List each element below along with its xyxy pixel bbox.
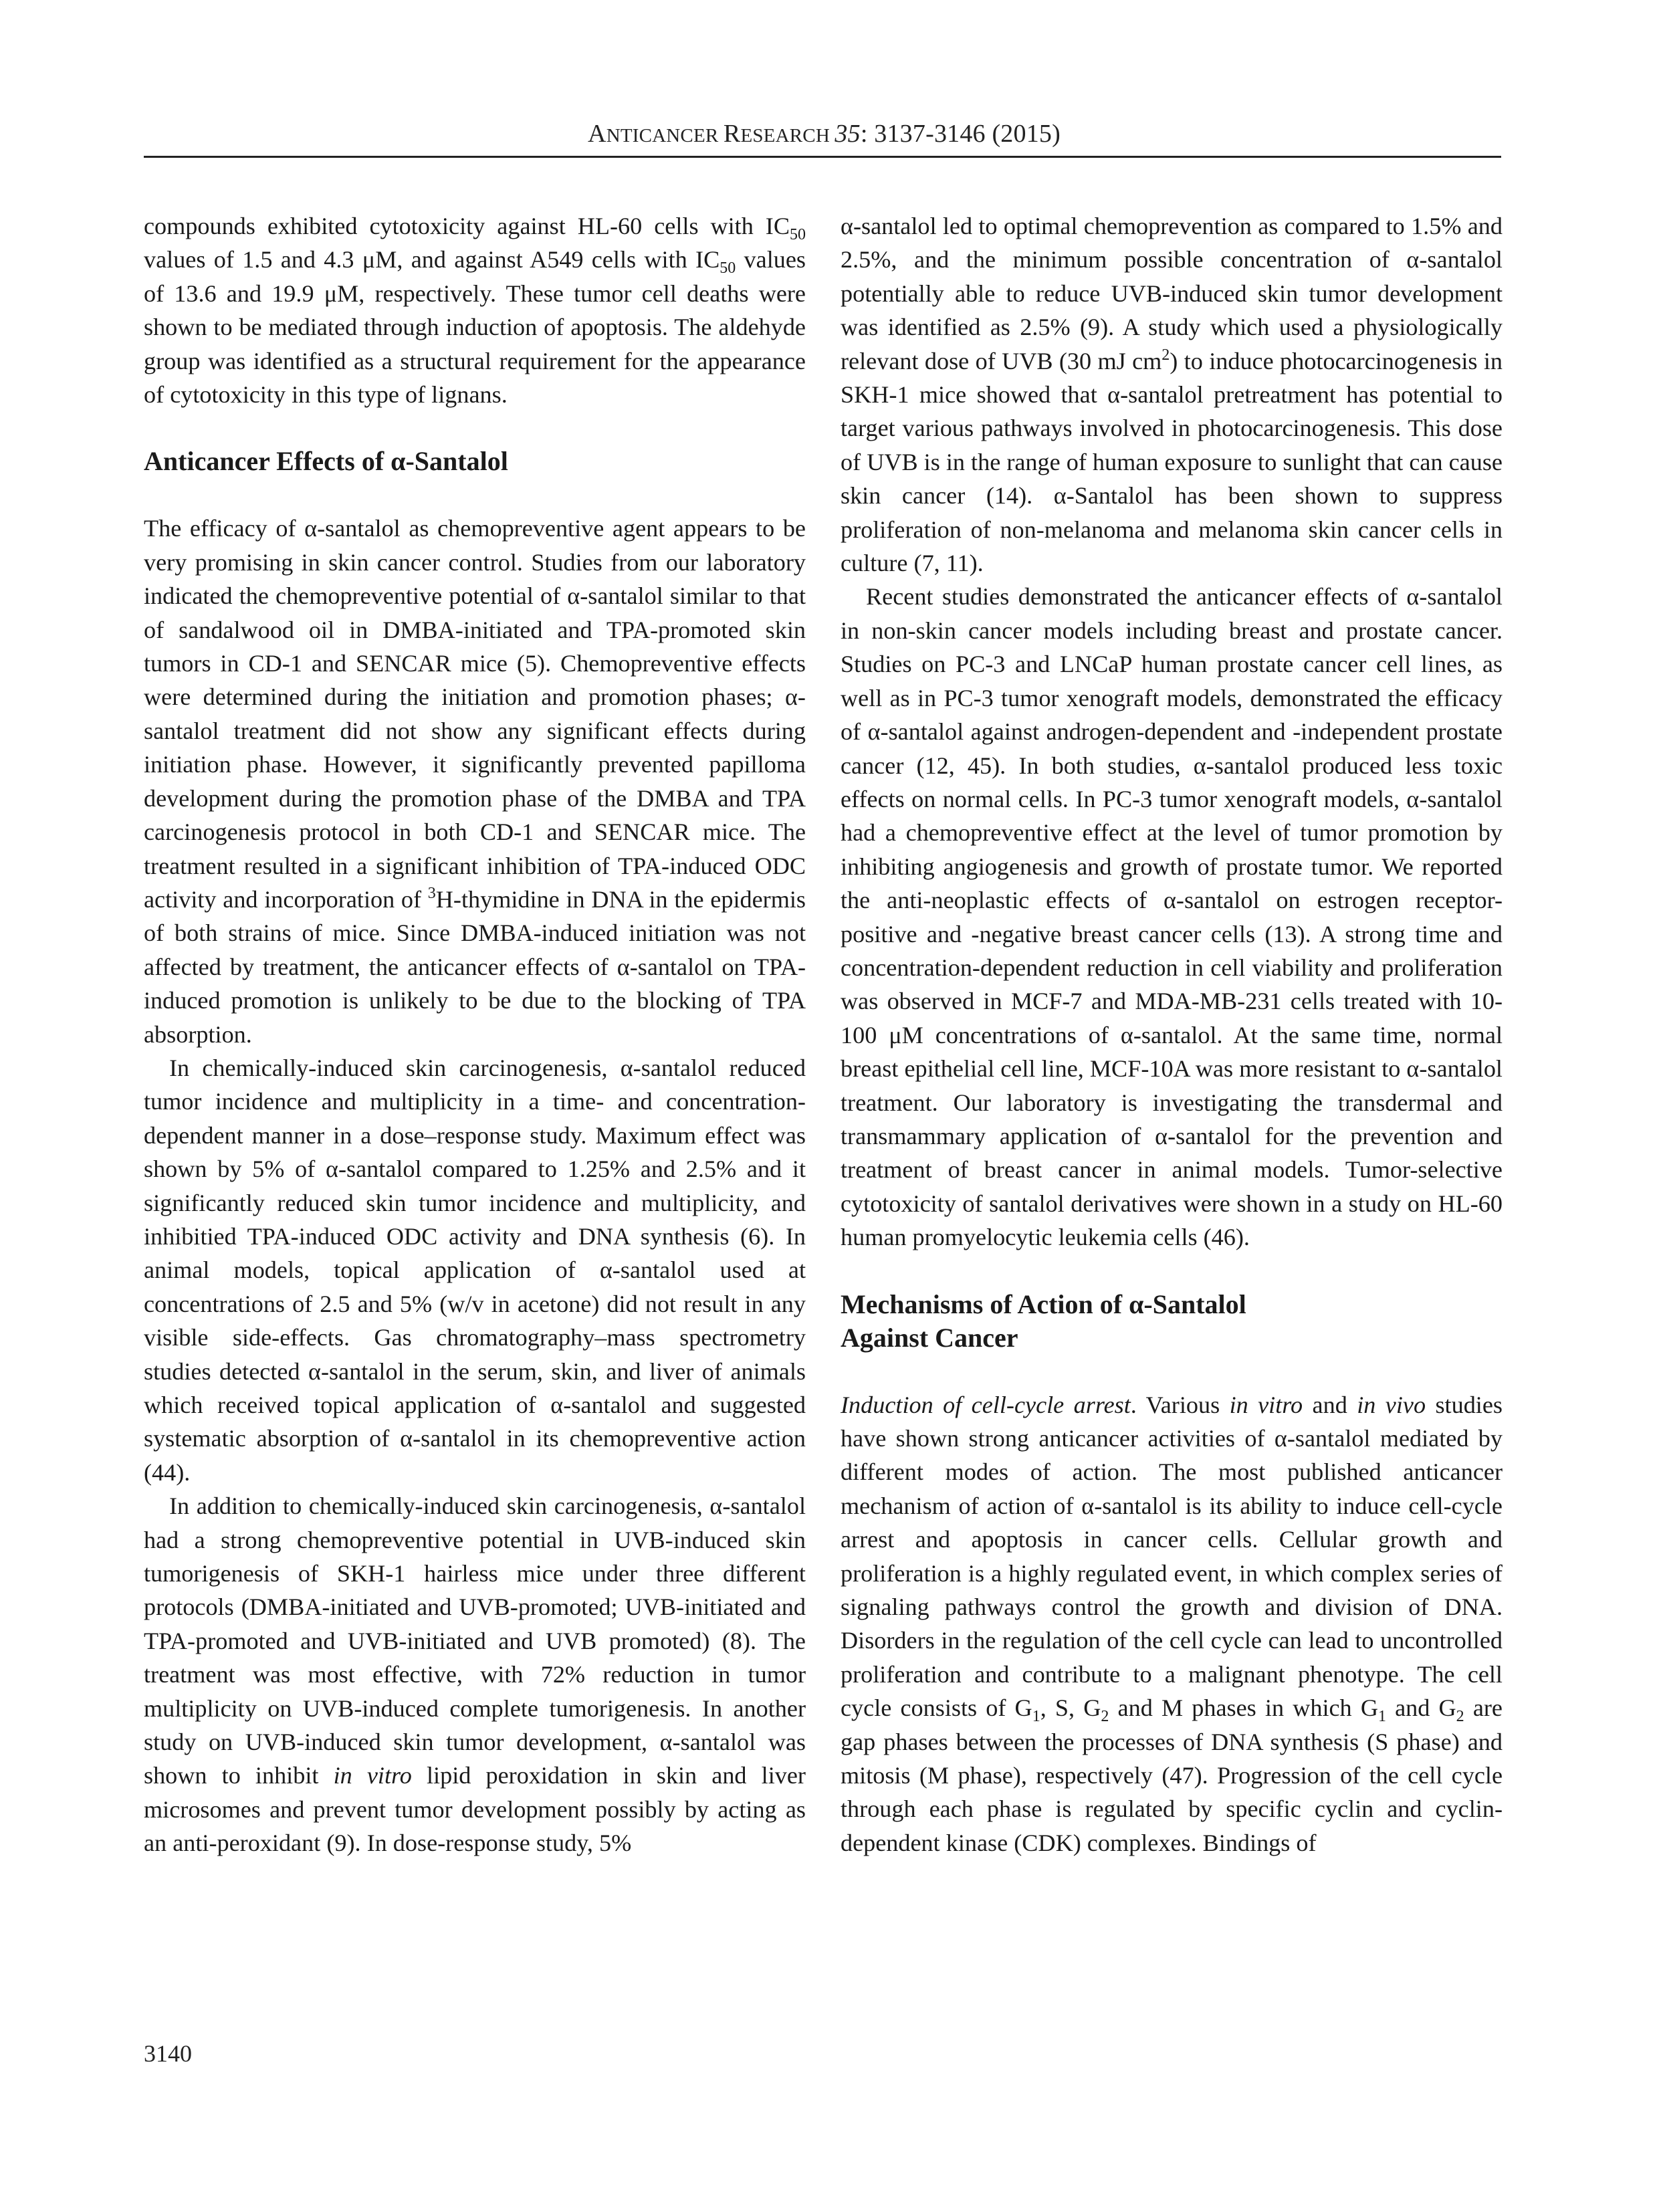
subscript: 50 [720,259,736,278]
text-run: In addition to chemically-induced skin carcinogenesis, α-santalol had a strong chemopreventive potential in UVB-induced skin tumorigenesis of SKH-1 hairless mice under three different protocols (DMBA-initiated and UVB-promoted; UVB-initiated and TPA-promoted and UVB-initiated and UVB promoted) (8). The treatment was most effective, with 72% reduction in tumor multiplicity on UVB-induced complete tumorigenesis. In another study on UVB-induced skin tumor development, α-santalol was shown to inhibit [144,1492,806,1789]
journal-initial-r: R [723,120,741,148]
italic-text: Induction of cell-cycle arrest [841,1391,1131,1418]
journal-name-part1: NTICANCER [606,125,724,146]
right-column [841,209,1503,1860]
subscript: 2 [1456,1708,1464,1726]
text-run: lipid peroxidation in skin and liver microsomes and prevent tumor development possibly by acting as an anti-peroxidant (9). In dose-response study, 5% [144,1762,806,1857]
text-run: and M phases in which G [1109,1694,1378,1722]
body-paragraph [841,209,1503,580]
journal-volume: 35 [835,120,861,148]
spacer [841,1254,1503,1288]
text-run: and G [1386,1694,1456,1722]
text-run: ) to induce photocarcinogenesis in SKH-1 mice showed that α-santalol pretreatment has potential to target various pathways involved in photocarcinogenesis. This dose of UVB is in the range of human exposure to sunlight that can cause skin cancer (14). α-Santalol has been shown to suppress proliferation of non-melanoma and melanoma skin cancer cells in culture (7, 11). [841,347,1503,577]
section-heading [144,445,806,478]
journal-pages-year: : 3137-3146 (2015) [860,120,1061,148]
text-run: , S, G [1040,1694,1101,1722]
text-run: . Various [1130,1391,1230,1418]
superscript: 2 [1162,346,1170,364]
section-heading-line: Anticancer Effects of α-Santalol [144,446,508,477]
text-run: compounds exhibited cytotoxicity against HL-60 cells with IC [144,213,790,239]
body-paragraph [144,1489,806,1860]
body-paragraph [144,512,806,1051]
body-paragraph [841,1388,1503,1860]
text-run: studies have shown strong anticancer activities of α-santalol mediated by different modes of action. The most published anticancer mechanism of action of α-santalol is its ability to induce cell-cycle arrest and apoptosis in cancer cells. Cellular growth and proliferation is a highly regulated event, in which complex series of signaling pathways control the growth and division of DNA. Disorders in the regulation of the cell cycle can lead to uncontrolled proliferation and contribute to a malignant phenotype. The cell cycle consists of G [841,1391,1503,1722]
running-header [144,119,1505,148]
section-heading-line: Against Cancer [841,1322,1018,1353]
text-run: H-thymidine in DNA in the epidermis of both strains of mice. Since DMBA-induced initiation was not affected by treatment, the anticancer effects of α-santalol on TPA-induced promotion is unlikely to be due to the blocking of TPA absorption. [144,885,806,1048]
text-run: α-santalol led to optimal chemoprevention as compared to 1.5% and 2.5%, and the minimum possible concentration of α-santalol potentially able to reduce UVB-induced skin tumor development was identified as 2.5% (9). A study which used a physiologically relevant dose of UVB (30 mJ cm [841,213,1503,374]
spacer [841,1355,1503,1388]
italic-text: in vivo [1357,1391,1426,1418]
journal-name-part2: ESEARCH [740,125,835,146]
text-run: are gap phases between the processes of DNA synthesis (S phase) and mitosis (M phase), respectively (47). Progression of the cell cycle through each phase is regulated by specific cyclin and cyclin-dependent kinase (CDK) complexes. Bindings of [841,1694,1503,1856]
text-run: values of 13.6 and 19.9 μM, respectively. These tumor cell deaths were shown to be mediated through induction of apoptosis. The aldehyde group was identified as a structural requirement for the appearance of cytotoxicity in this type of lignans. [144,246,806,409]
left-column [144,209,806,1860]
section-heading [841,1288,1503,1355]
page-number: 3140 [144,2040,192,2067]
body-paragraph [144,1051,806,1489]
body-paragraph [144,209,806,411]
section-heading-line: Mechanisms of Action of α-Santalol [841,1289,1246,1319]
spacer [144,411,806,445]
text-run: values of 1.5 and 4.3 μM, and against A549 cells with IC [144,246,720,273]
body-paragraph [841,580,1503,1254]
italic-text: in vitro [333,1762,412,1789]
text-run: Recent studies demonstrated the anticancer effects of α-santalol in non-skin cancer models including breast and prostate cancer. Studies on PC-3 and LNCaP human prostate cancer cell lines, as well as in PC-3 tumor xenograft models, demonstrated the efficacy of α-santalol against androgen-dependent and -independent prostate cancer (12, 45). In both studies, α-santalol produced less toxic effects on normal cells. In PC-3 tumor xenograft models, α-santalol had a chemopreventive effect at the level of tumor promotion by inhibiting angiogenesis and growth of prostate tumor. We reported the anti-neoplastic effects of α-santalol on estrogen receptor-positive and -negative breast cancer cells (13). A strong time and concentration-dependent reduction in cell viability and proliferation was observed in MCF-7 and MDA-MB-231 cells treated with 10-100 μM concentrations of α-santalol. At the same time, normal breast epithelial cell line, MCF-10A was more resistant to α-santalol treatment. Our laboratory is investigating the transdermal and transmammary application of α-santalol for the prevention and treatment of breast cancer in animal models. Tumor-selective cytotoxicity of santalol derivatives were shown in a study on HL-60 human promyelocytic leukemia cells (46). [841,583,1503,1251]
text-run: and [1303,1391,1357,1418]
subscript: 50 [790,226,806,243]
superscript: 3 [427,884,436,902]
subscript: 2 [1101,1708,1109,1726]
subscript: 1 [1032,1708,1040,1726]
italic-text: in vitro [1229,1391,1303,1418]
spacer [144,478,806,512]
header-rule [144,156,1501,158]
journal-initial-a: A [588,120,606,148]
subscript: 1 [1377,1708,1386,1726]
text-run: The efficacy of α-santalol as chemopreventive agent appears to be very promising in skin cancer control. Studies from our laboratory indicated the chemopreventive potential of α-santalol similar to that of sandalwood oil in DMBA-initiated and TPA-promoted skin tumors in CD-1 and SENCAR mice (5). Chemopreventive effects were determined during the initiation and promotion phases; α-santalol treatment did not show any significant effects during initiation phase. However, it significantly prevented papilloma development during the promotion phase of the DMBA and TPA carcinogenesis protocol in both CD-1 and SENCAR mice. The treatment resulted in a significant inhibition of TPA-induced ODC activity and incorporation of [144,515,806,913]
text-run: In chemically-induced skin carcinogenesis, α-santalol reduced tumor incidence and multiplicity in a time- and concentration-dependent manner in a dose–response study. Maximum effect was shown by 5% of α-santalol compared to 1.25% and 2.5% and it significantly reduced skin tumor incidence and multiplicity, and inhibitied TPA-induced ODC activity and DNA synthesis (6). In animal models, topical application of α-santalol used at concentrations of 2.5 and 5% (w/v in acetone) did not result in any visible side-effects. Gas chromatography–mass spectrometry studies detected α-santalol in the serum, skin, and liver of animals which received topical application of α-santalol and suggested systematic absorption of α-santalol in its chemopreventive action (44). [144,1054,806,1486]
